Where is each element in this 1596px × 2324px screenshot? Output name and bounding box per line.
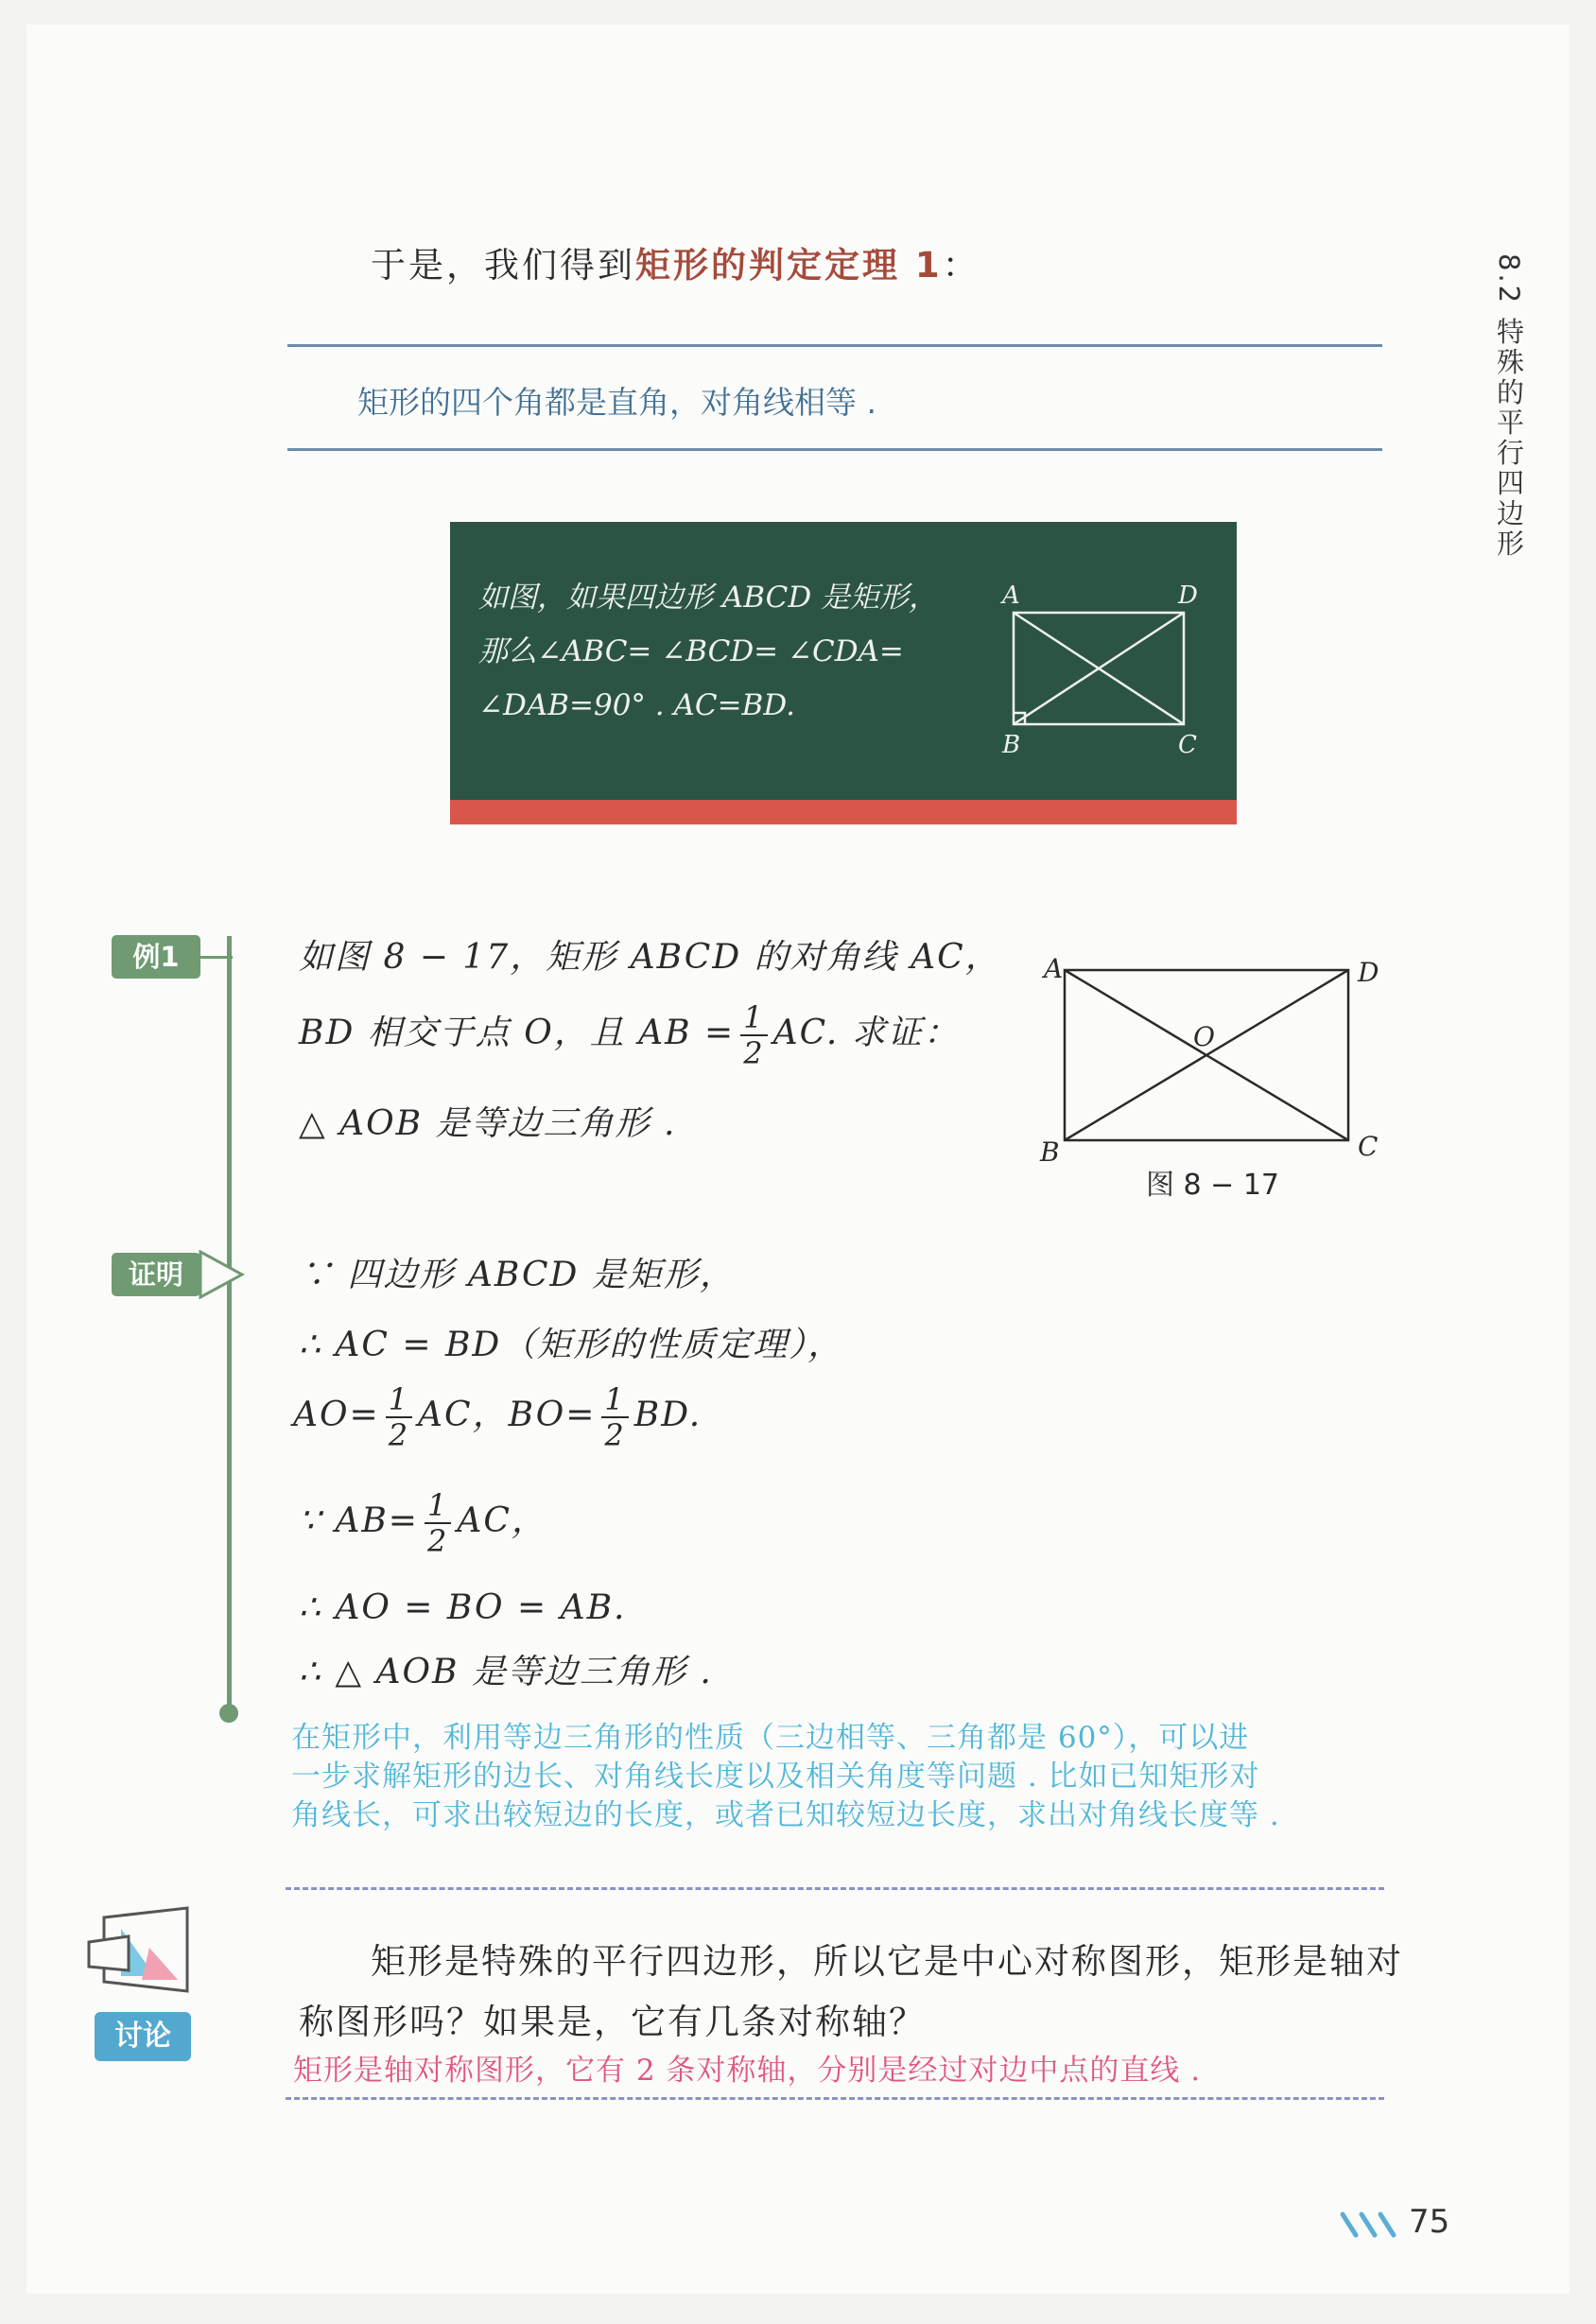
proof-tag: 证明 [112, 1253, 200, 1296]
example-line-3: △ AOB 是等边三角形 . [299, 1104, 677, 1143]
proof-frac-3-den: 2 [426, 1523, 449, 1559]
chalkboard-ledge [450, 800, 1237, 824]
fig-label-d: D [1358, 957, 1379, 988]
example-line-2 [299, 1000, 960, 1070]
intro-prefix: 于是，我们得到 [371, 245, 635, 286]
intro-suffix: ： [942, 245, 980, 286]
board-line-3: ∠DAB=90° . AC=BD. [478, 688, 795, 722]
discussion-icon [83, 1900, 197, 2010]
proof-line-2: ∴ AC = BD（矩形的性质定理）， [299, 1326, 844, 1364]
example-end-dot [219, 1704, 238, 1723]
proof-line-5: ∴ AO = BO = AB. [299, 1588, 627, 1627]
proof-line-3-b: AC，BO= [418, 1396, 597, 1434]
fig-label-c: C [1358, 1131, 1379, 1162]
note-line-3: 角线长，可求出较短边的长度，或者已知较短边长度，求出对角线长度等 . [291, 1798, 1280, 1832]
proof-arrow-icon [199, 1250, 246, 1299]
proof-line-6: ∴ △ AOB 是等边三角形 . [299, 1653, 713, 1691]
example-tag: 例1 [112, 935, 200, 979]
discussion-answer: 矩形是轴对称图形，它有 2 条对称轴，分别是经过对边中点的直线 . [293, 2054, 1202, 2088]
board-rectangle-figure [993, 577, 1210, 756]
proof-frac-3-num: 1 [425, 1488, 451, 1524]
proof-line-4-b: AC， [457, 1501, 547, 1540]
discussion-line-1 [299, 1933, 1403, 1984]
discussion-tag: 讨论 [95, 2012, 191, 2061]
theorem-rule-bottom [287, 448, 1382, 451]
figure-caption: 图 8 − 17 [1146, 1169, 1280, 1202]
board-line-2: 那么∠ABC= ∠BCD= ∠CDA= [478, 634, 904, 668]
board-label-a: A [1002, 581, 1020, 610]
fig-label-b: B [1040, 1136, 1060, 1165]
proof-line-3-c: BD. [633, 1396, 703, 1434]
example-frac-den: 2 [743, 1035, 765, 1071]
proof-line-3-a: AO= [293, 1396, 380, 1434]
fig-label-o: O [1193, 1021, 1215, 1052]
page-number: 75 [1409, 2203, 1450, 2241]
proof-fraction-2 [601, 1382, 628, 1452]
proof-line-4 [299, 1488, 547, 1558]
proof-line-4-a: ∵ AB= [299, 1501, 419, 1540]
note-line-1: 在矩形中，利用等边三角形的性质（三边相等、三角都是 60°），可以进 [291, 1721, 1250, 1755]
proof-fraction-1 [386, 1382, 412, 1452]
board-label-d: D [1178, 581, 1198, 610]
discussion-line-2: 称图形吗？如果是，它有几条对称轴？ [299, 2002, 926, 2042]
theorem-rule-top [287, 344, 1382, 347]
figure-8-17 [1031, 947, 1390, 1165]
proof-fraction-3 [425, 1488, 451, 1558]
intro-line [371, 236, 980, 287]
discussion-rule-top [286, 1887, 1384, 1890]
example-fraction [740, 1000, 767, 1070]
proof-line-3 [293, 1382, 702, 1452]
example-line-2-post: AC. 求证： [772, 1014, 960, 1052]
proof-frac-1-num: 1 [386, 1382, 412, 1418]
proof-frac-2-num: 1 [601, 1382, 628, 1418]
proof-line-1: ∵ 四边形 ABCD 是矩形， [299, 1256, 736, 1294]
note-line-2: 一步求解矩形的边长、对角线长度以及相关角度等问题 . 比如已知矩形对 [291, 1760, 1260, 1794]
intro-highlight: 矩形的判定定理 1 [635, 245, 943, 286]
example-frac-num: 1 [740, 1000, 767, 1036]
note-block [291, 1719, 1280, 1835]
chalkboard-text [478, 571, 938, 733]
board-label-b: B [1002, 731, 1021, 756]
theorem-text: 矩形的四个角都是直角，对角线相等 . [357, 384, 876, 421]
proof-frac-1-den: 2 [388, 1417, 410, 1453]
board-label-c: C [1178, 731, 1197, 756]
page-number-stripes-icon [1337, 2209, 1405, 2241]
discussion-rule-bottom [286, 2097, 1384, 2100]
proof-frac-2-den: 2 [604, 1417, 626, 1453]
example-line-1: 如图 8 − 17，矩形 ABCD 的对角线 AC， [299, 938, 1001, 977]
discussion-line-1-text: 矩形是特殊的平行四边形，所以它是中心对称图形，矩形是轴对 [371, 1941, 1403, 1982]
example-vertical-line [227, 936, 232, 1713]
fig-label-a: A [1044, 953, 1064, 984]
example-line-2-pre: BD 相交于点 O，且 AB = [299, 1014, 736, 1052]
board-line-1: 如图，如果四边形 ABCD 是矩形， [478, 581, 939, 615]
chapter-side-title: 8.2 特殊的平行四边形 [1493, 253, 1525, 560]
